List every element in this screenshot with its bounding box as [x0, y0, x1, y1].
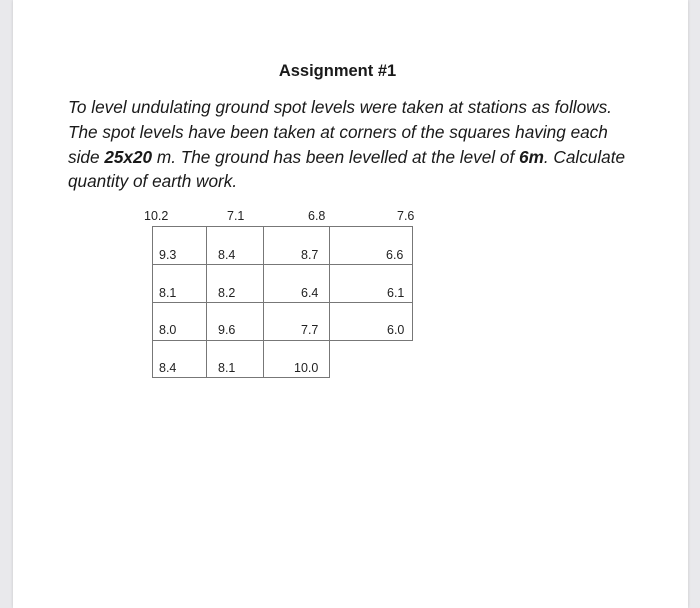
grid-level: 9.3: [159, 248, 177, 262]
grid-level: 6.4: [301, 286, 319, 300]
top-level-1: 10.2: [144, 209, 169, 223]
grid-level: 8.0: [159, 323, 177, 337]
top-level-4: 7.6: [397, 209, 415, 223]
document-page: [13, 0, 688, 608]
top-level-2: 7.1: [227, 209, 245, 223]
grid-level: 10.0: [294, 361, 319, 375]
grid-hline-1: [152, 226, 413, 227]
grid-level: 6.6: [386, 248, 404, 262]
statement-part-3: . Calculate quantity of earth work.: [68, 146, 626, 192]
grid-hline-3: [152, 302, 413, 303]
grid-hline-5: [152, 377, 330, 378]
assignment-title-text: Assignment #1: [278, 62, 397, 80]
grid-vline-5: [412, 226, 413, 341]
grid-level: 9.6: [218, 323, 236, 337]
grid-hline-4: [152, 340, 413, 341]
grid-vline-1: [152, 226, 153, 378]
grid-level: 6.0: [387, 323, 405, 337]
grid-level: 8.2: [218, 286, 236, 300]
top-level-3: 6.8: [308, 209, 326, 223]
problem-statement: [68, 95, 628, 194]
grid-level: 8.4: [159, 361, 177, 375]
statement-part-2: m. The ground has been levelled at the level of: [152, 146, 520, 167]
grid-level: 7.7: [301, 323, 319, 337]
grid-vline-2: [206, 226, 207, 378]
statement-square-size: 25x20: [104, 146, 153, 167]
grid-level: 8.1: [218, 361, 236, 375]
grid-level: 8.4: [218, 248, 236, 262]
statement-level: 6m: [519, 146, 544, 167]
assignment-title: [13, 62, 688, 81]
grid-vline-3: [263, 226, 264, 378]
grid-level: 8.7: [301, 248, 319, 262]
statement-part-1: To level undulating ground spot levels were taken at stations as follows. The spot levels have been taken at corners of the squares having each side: [68, 97, 612, 167]
grid-hline-2: [152, 264, 413, 265]
grid-level: 6.1: [387, 286, 405, 300]
grid-level: 8.1: [159, 286, 177, 300]
grid-vline-4: [329, 226, 330, 378]
